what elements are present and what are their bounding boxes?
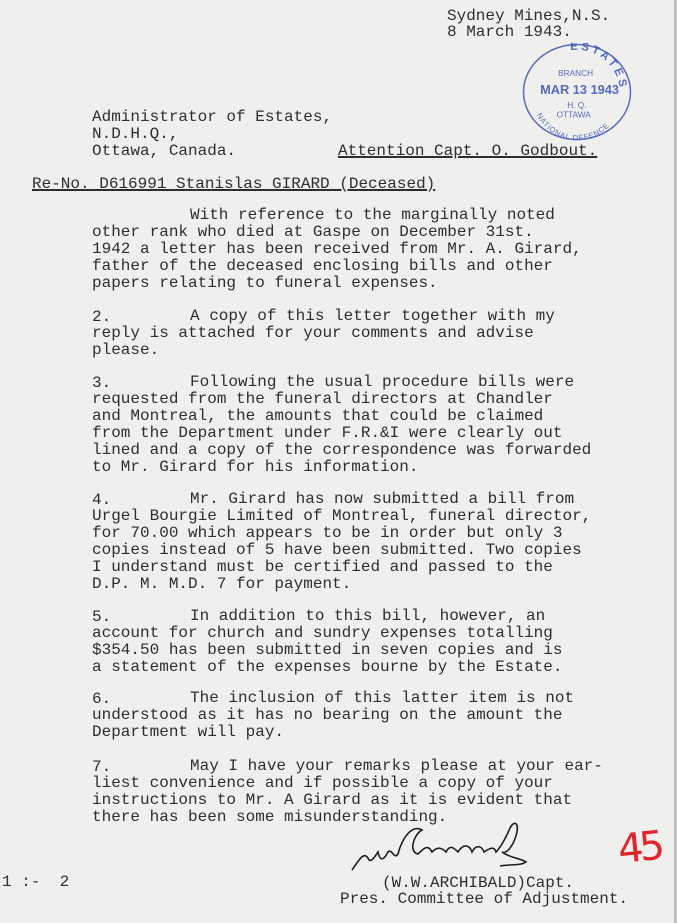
- text-line: Department will pay.: [92, 723, 285, 741]
- text-line: requested from the funeral directors at Chandler: [92, 390, 553, 408]
- signatory-title: Pres. Committee of Adjustment.: [340, 890, 629, 908]
- text-line: instructions to Mr. A Girard as it is evident that: [92, 791, 573, 809]
- text-line: D.P. M. M.D. 7 for payment.: [92, 575, 352, 593]
- text-line: from the Department under F.R.&I were clearly out: [92, 424, 563, 442]
- addressee-line-3: Ottawa, Canada.: [92, 142, 237, 160]
- paragraph-number: 6.: [92, 690, 112, 708]
- stamp-city: OTTAWA: [556, 110, 591, 120]
- text-line: father of the deceased enclosing bills and other: [92, 257, 553, 275]
- text-line: May I have your remarks please at your ear-: [190, 757, 603, 775]
- text-line: and Montreal, the amounts that could be claimed: [92, 407, 544, 425]
- paragraph-6: [92, 690, 574, 741]
- paragraph-number: 4.: [92, 491, 112, 509]
- text-line: 1942 a letter has been received from Mr. A. Girard,: [92, 240, 582, 258]
- text-line: liest convenience and if possible a copy of your: [92, 774, 553, 792]
- paragraph-number: 2.: [92, 308, 112, 326]
- paragraph-5: [92, 608, 562, 676]
- enclosure-note: 1 :- 2: [2, 873, 70, 891]
- paragraph-number: 5.: [92, 608, 112, 626]
- stamp-top-text: ESTATES: [570, 43, 630, 91]
- stamp-date: MAR 13 1943: [540, 82, 620, 98]
- text-line: The inclusion of this latter item is not: [190, 689, 575, 707]
- text-line: lined and a copy of the correspondence was forwarded: [92, 441, 592, 459]
- handwritten-signature: [350, 818, 590, 873]
- letter-date: 8 March 1943.: [447, 23, 572, 41]
- text-line: Mr. Girard has now submitted a bill from: [190, 490, 575, 508]
- text-line: $354.50 has been submitted in seven copies and is: [92, 641, 563, 659]
- text-line: Following the usual procedure bills were: [190, 373, 575, 391]
- text-line: understood as it has no bearing on the amount the: [92, 706, 563, 724]
- text-line: In addition to this bill, however, an: [190, 607, 546, 625]
- paragraph-number: 3.: [92, 374, 112, 392]
- paragraph-4: [92, 491, 591, 593]
- text-line: account for church and sundry expenses totalling: [92, 624, 553, 642]
- text-line: to Mr. Girard for his information.: [92, 458, 419, 476]
- text-line: a statement of the expenses bourne by the Estate.: [92, 658, 563, 676]
- text-line: reply is attached for your comments and advise: [92, 324, 534, 342]
- stamp-hq: H. Q.: [567, 100, 587, 110]
- text-line: With reference to the marginally noted: [190, 206, 555, 224]
- subject-line: Re-No. D616991 Stanislas GIRARD (Deceased): [32, 175, 436, 193]
- sender-place: Sydney Mines,N.S.: [447, 7, 611, 25]
- text-line: copies instead of 5 have been submitted. Two copies: [92, 541, 582, 559]
- paragraph-1: [92, 207, 582, 292]
- text-line: Urgel Bourgie Limited of Montreal, funeral director,: [92, 507, 592, 525]
- text-line: A copy of this letter together with my: [190, 307, 555, 325]
- addressee-line-2: N.D.H.Q.,: [92, 125, 179, 143]
- received-stamp: [522, 43, 632, 141]
- text-line: please.: [92, 341, 160, 359]
- text-line: other rank who died at Gaspe on December 31st.: [92, 223, 534, 241]
- addressee-line-1: Administrator of Estates,: [92, 108, 333, 126]
- paragraph-3: [92, 374, 591, 476]
- signatory-name: (W.W.ARCHIBALD)Capt.: [382, 874, 575, 892]
- attention-line: Attention Capt. O. Godbout.: [338, 142, 598, 160]
- text-line: there has been some misunderstanding.: [92, 808, 448, 826]
- text-line: for 70.00 which appears to be in order but only 3: [92, 524, 563, 542]
- paragraph-7: [92, 758, 603, 826]
- paragraph-number: 7.: [92, 758, 112, 776]
- text-line: I understand must be certified and passed to the: [92, 558, 553, 576]
- stamp-branch: BRANCH: [558, 69, 594, 79]
- text-line: papers relating to funeral expenses.: [92, 274, 438, 292]
- stamp-bottom-text: NATIONAL DEFENCE: [534, 111, 612, 141]
- paragraph-2: [92, 308, 555, 359]
- red-annotation-45: 45: [615, 822, 664, 874]
